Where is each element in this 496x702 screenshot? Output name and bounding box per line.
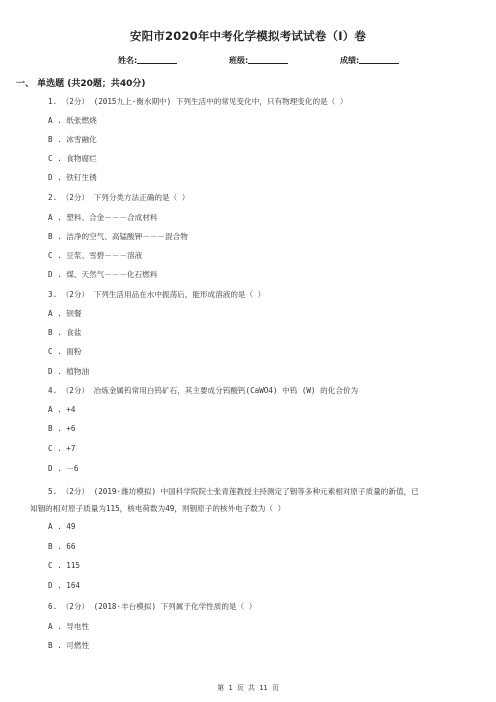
question-option: B . 可燃性: [48, 641, 90, 650]
question-option: A . 纸张燃烧: [48, 116, 97, 125]
section-heading: 一、 单选题 (共20题；共40分): [16, 79, 146, 89]
question-option: C . 豆浆、雪碧－－－溶液: [48, 251, 143, 260]
question-stem: 3. （2分） 下列生活用品在水中振荡后，能形成溶液的是（ ）: [48, 290, 266, 299]
question-option: D . 铁钉生锈: [48, 173, 97, 182]
question-stem: 2. （2分） 下列分类方法正确的是（ ）: [48, 193, 190, 202]
question-option: B . +6: [48, 424, 76, 433]
page-title: 安阳市2020年中考化学模拟考试试卷（I）卷: [129, 29, 367, 43]
question-option: D . 植物油: [48, 367, 90, 376]
name-label: 姓名:: [118, 56, 138, 65]
class-label: 班级:: [229, 56, 249, 65]
question-option: C . 食物腐烂: [48, 154, 97, 163]
class-field: [229, 55, 288, 66]
question-stem: 1. （2分） (2015九上·衡水期中) 下列生活中的常见变化中，只有物理变化的是（ ）: [48, 97, 348, 106]
question-option: C . 面粉: [48, 347, 82, 356]
question-option: D . －6: [48, 464, 79, 473]
question-option: D . 164: [48, 581, 81, 590]
score-label: 成绩:: [340, 56, 360, 65]
page-footer: 第 1 页 共 11 页: [217, 684, 279, 692]
class-blank: [248, 55, 288, 64]
score-blank: [359, 55, 399, 64]
question-option: C . 115: [48, 561, 81, 570]
question-stem: 6. （2分） (2018·丰台模拟) 下列属于化学性质的是（ ）: [48, 602, 257, 611]
question-option: A . +4: [48, 405, 76, 414]
question-option: B . 66: [48, 542, 76, 551]
question-option: A . 塑料、合金－－－合成材料: [48, 213, 158, 222]
name-blank: [137, 55, 177, 64]
question-stem-continued: 知铟的相对原子质量为115，核电荷数为49，则铟原子的核外电子数为（ ）: [30, 504, 286, 513]
score-field: [340, 55, 399, 66]
question-option: D . 煤、天然气－－－化石燃料: [48, 270, 158, 279]
question-option: C . +7: [48, 444, 76, 453]
question-option: B . 洁净的空气、高锰酸钾－－－混合物: [48, 232, 188, 241]
question-stem: 4. （2分） 冶炼金属钨常用白钨矿石，其主要成分钨酸钙(CaWO4) 中钨 (W) 的化合价为: [48, 386, 359, 395]
question-stem: 5. （2分） (2019·潍坊模拟) 中国科学院院士张青莲教授主持测定了铟等多种元素相对原子质量的新值，已: [48, 487, 419, 496]
question-option: A . 钡餐: [48, 309, 82, 318]
question-option: A . 导电性: [48, 622, 90, 631]
question-option: B . 食盐: [48, 328, 82, 337]
question-option: A . 49: [48, 522, 76, 531]
question-option: B . 冰雪融化: [48, 135, 97, 144]
name-field: [118, 55, 177, 66]
